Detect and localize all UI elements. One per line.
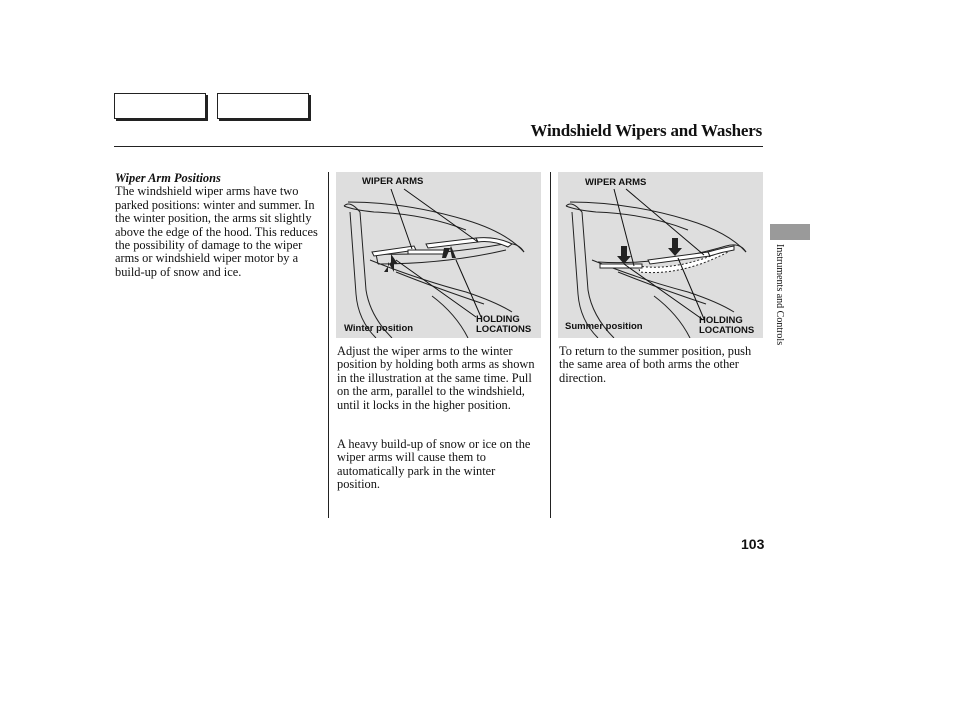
holding-locations-label-line1: HOLDING (476, 314, 520, 325)
nav-button-main-menu[interactable] (114, 93, 206, 119)
page-title: Windshield Wipers and Washers (530, 121, 762, 140)
page-number: 103 (741, 536, 765, 552)
summer-position-illustration (558, 172, 763, 338)
wiper-arms-label: WIPER ARMS (362, 176, 424, 187)
nav-button-table-of-contents[interactable] (217, 93, 309, 119)
wiper-arms-label: WIPER ARMS (585, 177, 647, 188)
summer-wiper-drawing (558, 172, 763, 338)
summer-position-caption: Summer position (565, 321, 643, 332)
section-tab[interactable] (770, 224, 810, 240)
section-subheading: Wiper Arm Positions (115, 171, 221, 185)
intro-column (115, 172, 325, 279)
snow-buildup-paragraph: A heavy build-up of snow or ice on the wiper arms will cause them to automatically park in the winter position. (337, 437, 531, 492)
side-section-label-text: Instruments and Controls (774, 244, 785, 346)
title-rule (114, 146, 763, 147)
column-divider-2 (550, 172, 551, 518)
side-section-label (773, 244, 787, 374)
winter-position-caption: Winter position (344, 323, 414, 334)
winter-instructions-paragraph: Adjust the wiper arms to the winter position by holding both arms as shown in the illustration at the same time. Pull on the arm, parallel to the windshield, until it locks in the higher position. (337, 344, 535, 412)
intro-paragraph: The windshield wiper arms have two parked positions: winter and summer. In the winter position, the arms sit slightly above the edge of the hood. This reduces the possibility of damage to the wiper arms or windshield wiper motor by a build-up of snow and ice. (115, 184, 318, 279)
summer-instructions-paragraph: To return to the summer position, push the same area of both arms the other direction. (559, 344, 752, 385)
holding-locations-label-line1: HOLDING (699, 315, 743, 326)
winter-position-illustration (336, 172, 541, 338)
holding-locations-label-line2: LOCATIONS (476, 324, 532, 335)
holding-locations-label-line2: LOCATIONS (699, 325, 755, 336)
column-divider-1 (328, 172, 329, 518)
